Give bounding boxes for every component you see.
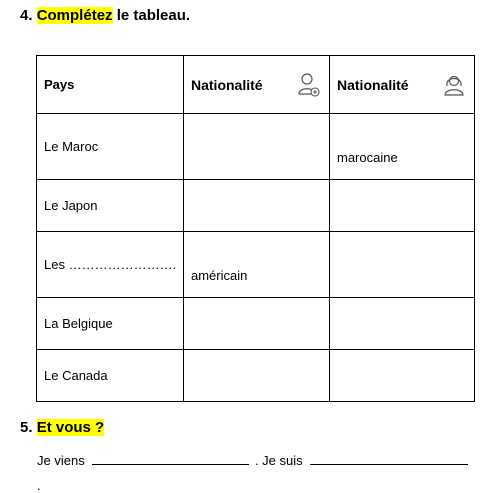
answer-middle: . Je suis [254,453,303,468]
header-nationality-masculine [184,56,330,114]
feminine-cell[interactable]: marocaine [330,114,475,180]
masculine-cell[interactable]: américain [184,232,330,298]
highlighted-instruction: Et vous ? [36,419,105,436]
exercise-5-heading [20,419,104,437]
table-row [37,232,475,298]
table-row [37,350,475,402]
masculine-cell[interactable] [184,350,330,402]
masculine-cell[interactable] [184,180,330,232]
woman-icon [442,72,466,98]
feminine-cell[interactable] [330,298,475,350]
answer-prefix: Je viens [37,453,85,468]
masculine-cell[interactable] [184,298,330,350]
exercise-number: 5. [20,419,33,436]
country-cell: Le Canada [37,350,184,402]
instruction-rest: le tableau. [116,7,191,24]
exercise-number: 4. [20,7,33,24]
nationality-table [36,55,475,402]
masculine-cell[interactable] [184,114,330,180]
country-cell: La Belgique [37,298,184,350]
header-label: Nationalité [191,76,263,93]
highlighted-instruction: Complétez [36,7,113,24]
man-icon [297,72,321,98]
answer-sentence [37,452,468,468]
feminine-cell[interactable] [330,232,475,298]
country-cell: Le Maroc [37,114,184,180]
header-country: Pays [37,56,184,114]
header-label: Nationalité [337,76,409,93]
origin-blank[interactable] [92,452,249,465]
table-row [37,180,475,232]
table-row [37,298,475,350]
table-row [37,114,475,180]
header-nationality-feminine [330,56,475,114]
country-cell: Le Japon [37,180,184,232]
country-cell[interactable]: Les ……………………. [37,232,184,298]
feminine-cell[interactable] [330,180,475,232]
table-header-row [37,56,475,114]
nationality-blank[interactable] [310,452,468,465]
answer-end: . [37,478,41,493]
exercise-4-heading [20,7,190,25]
feminine-cell[interactable] [330,350,475,402]
